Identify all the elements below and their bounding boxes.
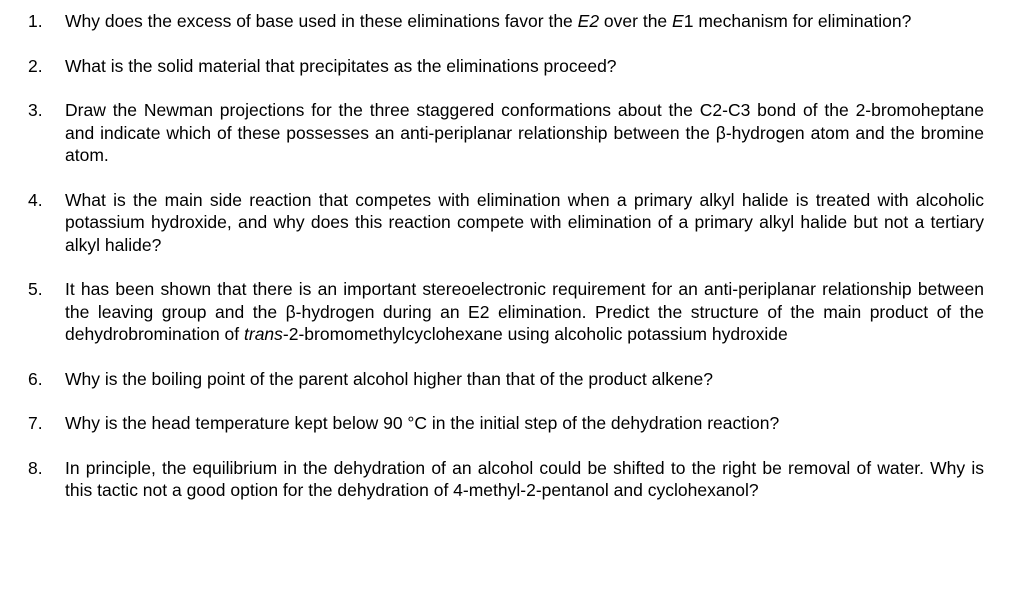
question-number: 7. <box>28 413 43 433</box>
question-text <box>65 99 984 167</box>
text-segment: Draw the Newman projections for the three staggered conformations about the C2-C3 bond of the 2-bromoheptane and indicate which of these possesses an anti-periplanar relationship between the β-hydrogen atom and the bromine atom. <box>65 100 984 165</box>
question-text <box>65 10 984 33</box>
text-segment: In principle, the equilibrium in the dehydration of an alcohol could be shifted to the right be removal of water. Why is this tactic not a good option for the dehydration of 4-methyl-2-pentanol and cyclohexanol? <box>65 457 984 500</box>
question-number: 4. <box>28 189 43 210</box>
question-list <box>28 10 984 524</box>
text-segment: Why does the excess of base used in these eliminations favor the <box>65 11 578 31</box>
question-number: 1. <box>28 11 43 31</box>
text-segment: over the <box>599 11 673 31</box>
text-segment: Why is the boiling point of the parent alcohol higher than that of the product alkene? <box>65 368 713 389</box>
question-item <box>28 368 984 391</box>
question-number: 3. <box>28 100 43 120</box>
question-item <box>28 55 984 78</box>
question-text <box>65 412 984 435</box>
question-item <box>28 99 984 167</box>
text-segment: It has been shown that there is an important stereoelectronic requirement for an anti-periplanar relationship between the leaving group and the β-hydrogen during an E2 elimination. Predict the structure of the main product of the dehydrobromination of <box>65 279 984 344</box>
question-item <box>28 189 984 257</box>
question-item <box>28 10 984 33</box>
text-segment: -2-bromomethylcyclohexane using alcoholic potassium hydroxide <box>282 324 788 344</box>
question-item <box>28 412 984 435</box>
question-text <box>65 368 984 391</box>
italic-term: E <box>672 11 684 31</box>
question-item <box>28 457 984 502</box>
text-segment: What is the main side reaction that competes with elimination when a primary alkyl halide is treated with alcoholic potassium hydroxide, and why does this reaction compete with elimination of a primary alkyl halide but not a tertiary alkyl halide? <box>65 189 984 255</box>
text-segment: What is the solid material that precipitates as the eliminations proceed? <box>65 55 617 76</box>
question-number: 2. <box>28 55 43 76</box>
italic-term: trans <box>244 324 283 344</box>
question-text <box>65 55 984 78</box>
question-text <box>65 457 984 502</box>
question-text <box>65 189 984 257</box>
italic-term: E2 <box>577 11 600 31</box>
text-segment: 1 mechanism for elimination? <box>683 11 912 31</box>
question-number: 5. <box>28 279 43 299</box>
question-item <box>28 278 984 346</box>
question-number: 6. <box>28 368 43 389</box>
question-number: 8. <box>28 457 43 478</box>
text-segment: Why is the head temperature kept below 90 °C in the initial step of the dehydration reaction? <box>65 413 780 433</box>
question-text <box>65 278 984 346</box>
